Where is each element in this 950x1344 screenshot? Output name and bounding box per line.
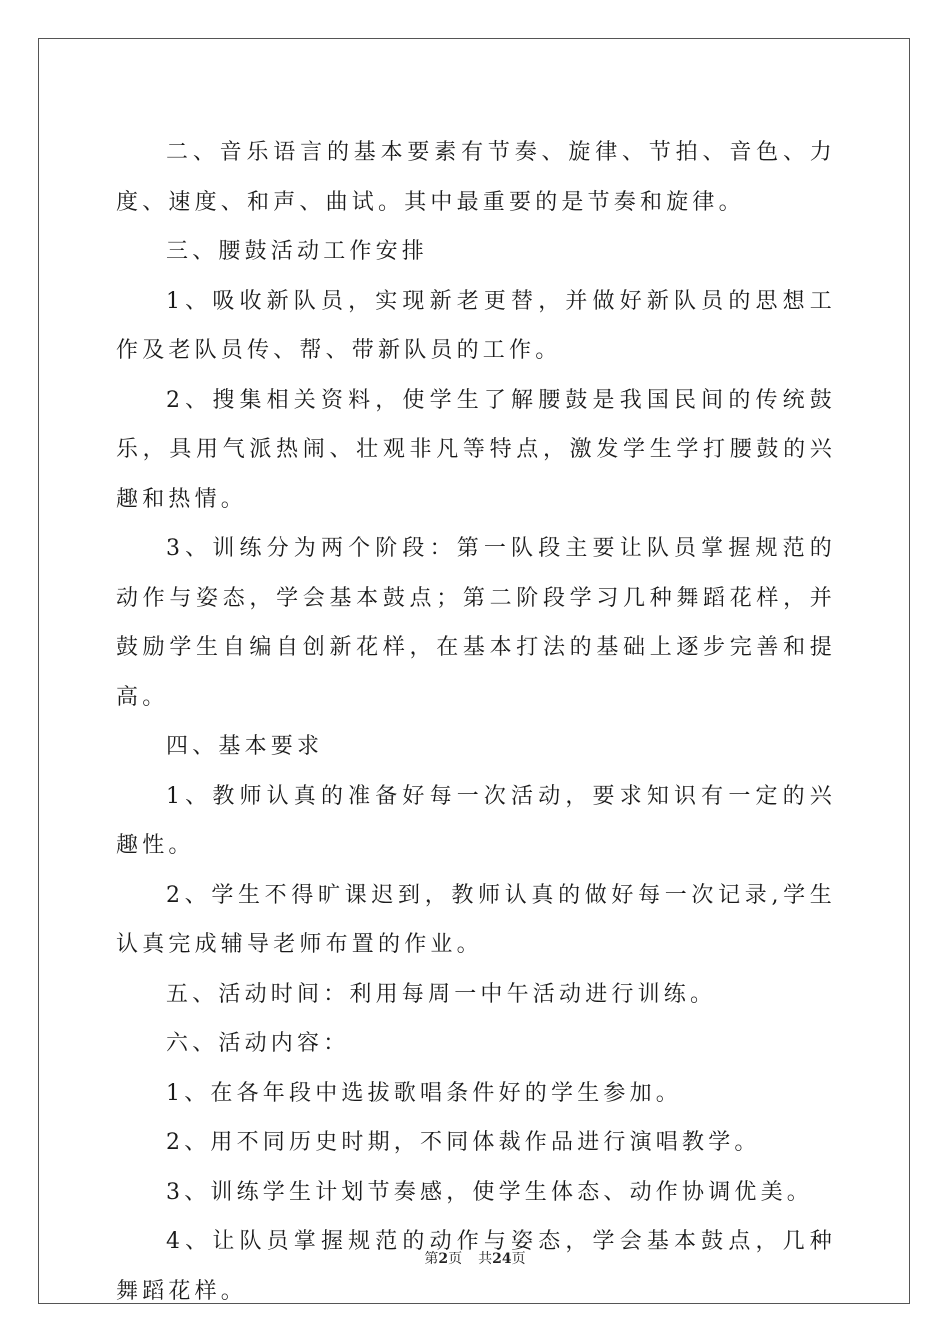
paragraph-training-stages: 3、训练分为两个阶段：第一队段主要让队员掌握规范的动作与姿态，学会基本鼓点；第二阶段学习几种舞蹈花样，并鼓励学生自编自创新花样，在基本打法的基础上逐步完善和提高。 bbox=[116, 536, 836, 710]
paragraph-student-attendance: 2、学生不得旷课迟到，教师认真的做好每一次记录,学生认真完成辅导老师布置的作业。 bbox=[116, 882, 836, 957]
page-number-label: 第2页 bbox=[424, 1251, 463, 1267]
paragraph-rhythm-training: 3、训练学生计划节奏感，使学生体态、动作协调优美。 bbox=[166, 1179, 813, 1205]
heading-activity-time: 五、活动时间：利用每周一中午活动进行训练。 bbox=[166, 981, 717, 1007]
paragraph-drum-movements: 4、让队员掌握规范的动作与姿态，学会基本鼓点，几种舞蹈花样。 bbox=[116, 1229, 836, 1304]
page-footer bbox=[0, 1248, 950, 1268]
document-body bbox=[116, 128, 836, 1316]
paragraph-music-elements: 二、音乐语言的基本要素有节奏、旋律、节拍、音色、力度、速度、和声、曲试。其中最重要的是节奏和旋律。 bbox=[116, 140, 836, 215]
paragraph-recruit-members: 1、吸收新队员，实现新老更替，并做好新队员的思想工作及老队员传、帮、带新队员的工作。 bbox=[116, 288, 836, 363]
heading-waist-drum-arrangement: 三、腰鼓活动工作安排 bbox=[166, 239, 429, 264]
paragraph-teacher-preparation: 1、教师认真的准备好每一次活动，要求知识有一定的兴趣性。 bbox=[116, 783, 836, 858]
heading-basic-requirements: 四、基本要求 bbox=[166, 734, 324, 759]
paragraph-collect-materials: 2、搜集相关资料，使学生了解腰鼓是我国民间的传统鼓乐，具用气派热闹、壮观非凡等特点，激发学生学打腰鼓的兴趣和热情。 bbox=[116, 387, 836, 512]
page-total-label: 共24页 bbox=[478, 1251, 526, 1267]
paragraph-select-singers: 1、在各年段中选拔歌唱条件好的学生参加。 bbox=[166, 1080, 682, 1106]
heading-activity-content: 六、活动内容： bbox=[166, 1031, 350, 1056]
paragraph-singing-teaching: 2、用不同历史时期，不同体裁作品进行演唱教学。 bbox=[166, 1130, 761, 1155]
